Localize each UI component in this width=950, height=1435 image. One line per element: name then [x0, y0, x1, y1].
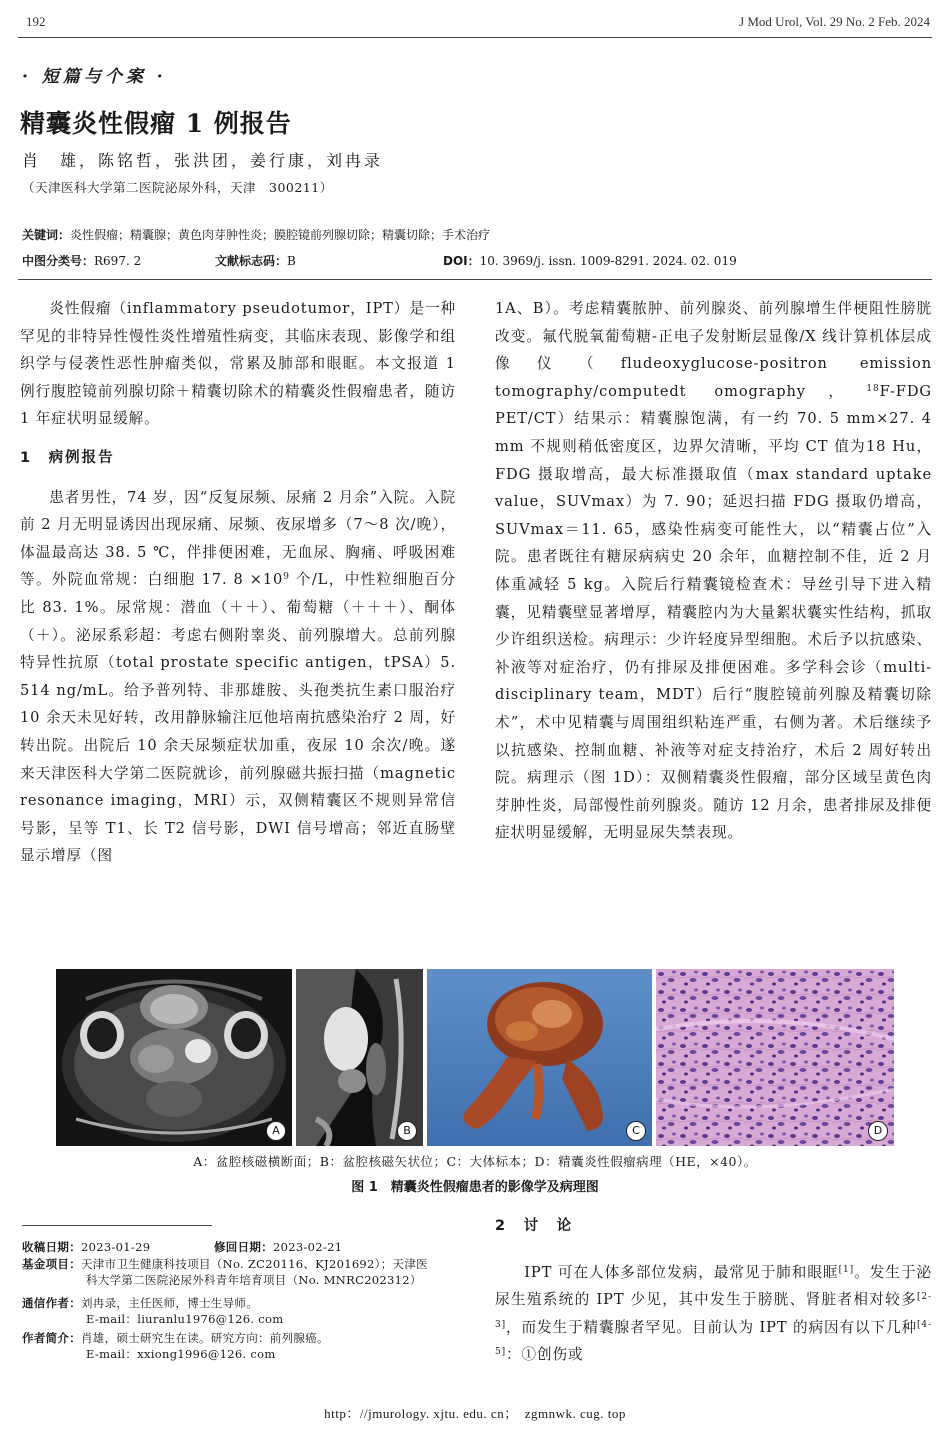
author-bio-line-2: E-mail：xxiong1996@126. com	[86, 1347, 276, 1361]
clc-label: 中图分类号：	[22, 254, 95, 268]
article-title: 精囊炎性假瘤 1 例报告	[20, 109, 292, 138]
received-date	[22, 1239, 150, 1255]
figure-panel-c	[427, 969, 652, 1146]
header-rule	[18, 37, 932, 38]
figure-caption: A：盆腔核磁横断面；B：盆腔核磁矢状位；C：大体标本；D：精囊炎性假瘤病理（HE，×40）。	[193, 1154, 757, 1169]
case-text-b: 个/L，中性粒细胞百分比 83. 1%。尿常规：潜血（＋＋）、葡萄糖（＋＋＋）、酮体（＋）。泌尿系彩超：考虑右侧附睾炎、前列腺增大。总前列腺特异性抗原（total prostate specific antigen，tPSA）5. 514 ng/mL。给予普列特、非那雄胺、头孢类抗生素口服治疗 10 余天未见好转，改用静脉输注厄他培南抗感染治疗 2 周，好转出院。出院后 10 余天尿频症状加重，夜尿 10 余次/晚。遂来天津医科大学第二医院就诊，前列腺磁共振扫描（magnetic resonance imaging，MRI）示，双侧精囊区不规则异常信号影，呈等 T1、长 T2 信号影，DWI 信号增高；邻近直肠壁显示增厚（图	[20, 571, 456, 865]
author-bio-line-1: 肖雄，硕士研究生在读。研究方向：前列腺癌。	[81, 1331, 329, 1345]
figure-panel-a	[56, 969, 292, 1146]
revised-label: 修回日期：	[214, 1240, 273, 1254]
keywords: 炎性假瘤；精囊腺；黄色肉芽肿性炎；膜腔镜前列腺切除；精囊切除；手术治疗	[70, 228, 491, 242]
citation-3: [4-5]	[495, 1319, 932, 1358]
histology-image	[656, 969, 894, 1146]
author-bio-label: 作者简介：	[22, 1331, 81, 1345]
doc-code-line	[215, 252, 296, 269]
section-tag: · 短篇与个案 ·	[22, 67, 167, 87]
discussion-heading: 2 讨 论	[495, 1218, 574, 1234]
doc-code: B	[287, 254, 296, 268]
discussion-text-b: 。发生于泌尿生殖系统的 IPT 少见，其中发生于膀胱、肾脏者相对较多	[495, 1263, 932, 1309]
citation-2: [2-3]	[495, 1292, 932, 1330]
panel-label-a: A	[266, 1121, 286, 1141]
doi-line	[443, 252, 737, 269]
corresponding-author	[22, 1295, 462, 1327]
author-list: 肖 雄，陈铭哲，张洪团，姜行康，刘冉录	[22, 151, 384, 170]
keywords-line	[22, 226, 490, 243]
citation-1: [1]	[838, 1264, 855, 1275]
superscript-isotope: 18	[866, 383, 880, 394]
fund-info	[22, 1256, 462, 1288]
revised-date	[214, 1239, 342, 1255]
meta-rule	[18, 279, 932, 280]
fund-line-2: 科大学第二医院泌尿外科青年培育项目（No. MNRC202312）	[86, 1273, 422, 1287]
doi-label: DOI：	[443, 254, 480, 268]
mri-sagittal-image	[296, 969, 423, 1146]
received-value: 2023-01-29	[81, 1240, 151, 1254]
corr-line-1: 刘冉录，主任医师，博士生导师。	[81, 1296, 258, 1310]
discussion-text-c: ，而发生于精囊腺者罕见。目前认为 IPT 的病因有以下几种	[506, 1318, 918, 1336]
case-paragraph-2	[495, 295, 932, 847]
revised-value: 2023-02-21	[273, 1240, 343, 1254]
doi: 10. 3969/j. issn. 1009-8291. 2024. 02. 019	[479, 254, 737, 268]
corr-line-2: E-mail：liuranlu1976@126. com	[86, 1312, 284, 1326]
discussion-paragraph	[495, 1259, 932, 1369]
fund-line-1: 天津市卫生健康科技项目（No. ZC20116、KJ201692）；天津医	[81, 1257, 428, 1271]
clc-number: R697. 2	[94, 254, 142, 268]
fund-label: 基金项目：	[22, 1257, 81, 1271]
received-label: 收稿日期：	[22, 1240, 81, 1254]
keywords-label: 关键词：	[22, 228, 71, 242]
figure-panel-b	[296, 969, 423, 1146]
panel-label-d: D	[868, 1121, 888, 1141]
footer-url: http：//jmurology. xjtu. edu. cn； zgmnwk. cug. top	[324, 1406, 626, 1421]
page-number: 192	[26, 14, 46, 29]
left-column	[20, 295, 456, 870]
case-paragraph-1	[20, 484, 456, 870]
journal-citation: J Mod Urol, Vol. 29 No. 2 Feb. 2024	[739, 14, 930, 29]
gross-specimen-image	[427, 969, 652, 1146]
section1-heading: 1 病例报告	[20, 449, 115, 466]
author-bio	[22, 1330, 462, 1362]
affiliation: （天津医科大学第二医院泌尿外科，天津 300211）	[22, 180, 333, 195]
corr-label: 通信作者：	[22, 1296, 81, 1310]
mri-axial-image	[56, 969, 292, 1146]
figure-panel-d	[656, 969, 894, 1146]
footnote-rule	[22, 1225, 212, 1226]
panel-label-c: C	[626, 1121, 646, 1141]
right-column	[495, 295, 932, 847]
case-text-c: 1A、B）。考虑精囊脓肿、前列腺炎、前列腺增生伴梗阻性膀胱改变。氟代脱氧葡萄糖-正电子发射断层显像/X 线计算机体层成像仪（fludeoxyglucose-positron emission tomography/computedt omography，	[495, 300, 932, 400]
case-text-a: 患者男性，74 岁，因“反复尿频、尿痛 2 月余”入院。入院前 2 月无明显诱因出现尿痛、尿频、夜尿增多（7～8 次/晚），体温最高达 38. 5 ℃，伴排便困难，无血尿、胸痛、呼吸困难等。外院血常规：白细胞 17. 8 ×10	[20, 488, 456, 589]
clc-line	[22, 252, 141, 269]
superscript-exponent: 9	[283, 572, 290, 583]
panel-label-b: B	[397, 1121, 417, 1141]
case-text-d: F-FDG PET/CT）结果示：精囊腺饱满，有一约 70. 5 mm×27. 4 mm 不规则稍低密度区，边界欠清晰，平均 CT 值为18 Hu，FDG 摄取增高，最大标准摄取值（max standard uptake value，SUVmax）为 7. 90；延迟扫描 FDG 摄取仍增高，SUVmax＝11. 65，感染性病变可能性大，以“精囊占位”入院。患者既往有糖尿病病史 20 余年，血糖控制不佳，近 2 月体重减轻 5 kg。入院后行精囊镜检查术：导丝引导下进入精囊，见精囊壁显著增厚，精囊腔内为大量絮状囊实性结构，抓取少许组织送检。病理示：少许轻度异型细胞。术后予以抗感染、补液等对症治疗，仍有排尿及排便困难。多学科会诊（multi-disciplinary team，MDT）后行“腹腔镜前列腺及精囊切除术”，术中见精囊与周围组织粘连严重，右侧为著。术后继续予以抗感染、控制血糖、补液等对症支持治疗，术后 2 周好转出院。病理示（图 1D）：双侧精囊炎性假瘤，部分区域呈黄色肉芽肿性炎，局部慢性前列腺炎。随访 12 月余，患者排尿及排便症状明显缓解，无明显尿失禁表现。	[495, 382, 932, 842]
intro-paragraph: 炎性假瘤（inflammatory pseudotumor，IPT）是一种罕见的非特异性慢性炎性增殖性病变，其临床表现、影像学和组织学与侵袭性恶性肿瘤类似，常累及肺部和眼眶。本文报道 1 例行腹腔镜前列腺切除＋精囊切除术的精囊炎性假瘤患者，随访1 年症状明显缓解。	[20, 300, 456, 428]
discussion-text-a: IPT 可在人体多部位发病，最常见于肺和眼眶	[524, 1263, 839, 1281]
discussion-text-d: ：①创伤或	[506, 1346, 584, 1364]
discussion-section	[495, 1213, 932, 1369]
figure-1	[56, 969, 894, 1146]
doc-code-label: 文献标志码：	[215, 254, 288, 268]
figure-title: 图 1 精囊炎性假瘤患者的影像学及病理图	[351, 1180, 599, 1195]
